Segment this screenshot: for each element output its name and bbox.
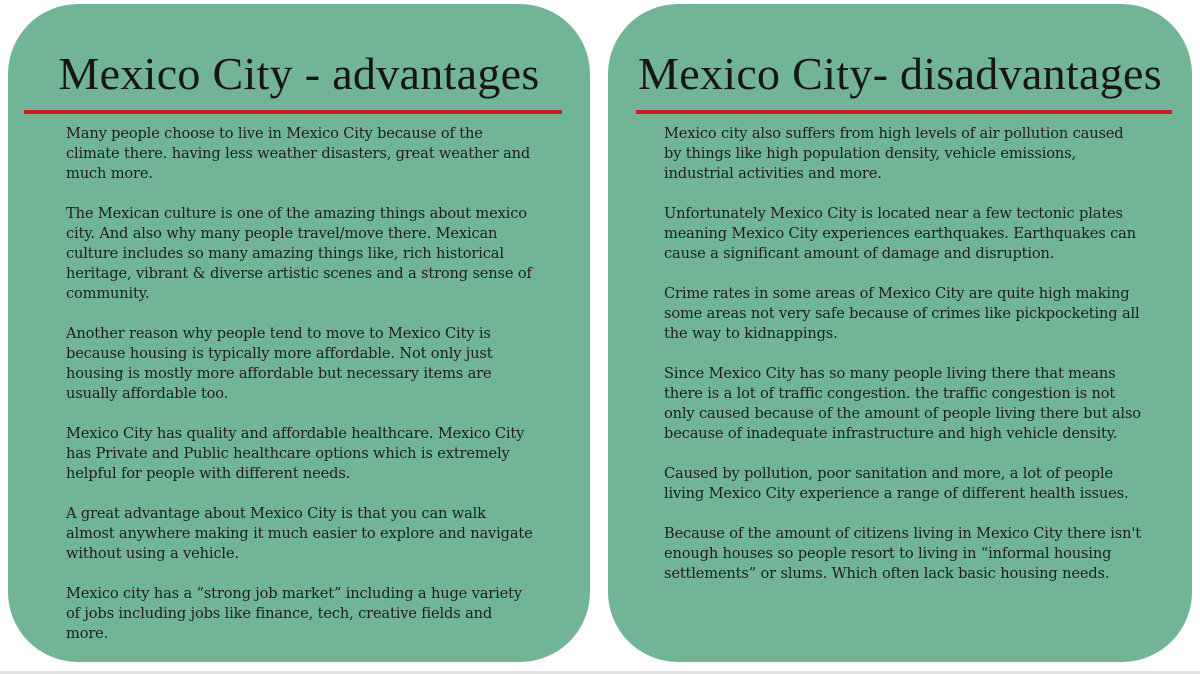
disadvantages-paragraph: Caused by pollution, poor sanitation and more, a lot of people living Mexico City experience a range of different health issues. [664,465,1129,502]
advantages-paragraph: Another reason why people tend to move to Mexico City is because housing is typically more affordable. Not only just housing is mostly more affordable but necessary items are usually affordable too. [66,325,493,402]
disadvantages-title: Mexico City- disadvantages [638,48,1162,99]
disadvantages-paragraph: Unfortunately Mexico City is located near a few tectonic plates meaning Mexico City experiences earthquakes. Earthquakes can cause a significant amount of damage and disruption. [664,205,1136,262]
advantages-paragraph: Many people choose to live in Mexico City because of the climate there. having less weather disasters, great weather and much more. [66,125,531,182]
advantages-panel [8,4,590,662]
disadvantages-paragraph: Crime rates in some areas of Mexico City are quite high making some areas not very safe because of crimes like pickpocketing all the way to kidnappings. [664,285,1140,342]
advantages-paragraph: A great advantage about Mexico City is that you can walk almost anywhere making it much easier to explore and navigate without using a vehicle. [66,505,533,562]
disadvantages-title-underline [636,110,1172,114]
disadvantages-paragraph: Mexico city also suffers from high levels of air pollution caused by things like high population density, vehicle emissions, industrial activities and more. [664,125,1124,182]
advantages-paragraph: Mexico City has quality and affordable healthcare. Mexico City has Private and Public healthcare options which is extremely helpful for people with different needs. [66,425,525,482]
disadvantages-panel [608,4,1192,662]
disadvantages-paragraph: Because of the amount of citizens living in Mexico City there isn't enough houses so people resort to living in “informal housing settlements” or slums. Which often lack basic housing needs. [664,525,1141,582]
advantages-title: Mexico City - advantages [58,48,540,99]
advantages-body [66,124,538,664]
advantages-paragraph: The Mexican culture is one of the amazing things about mexico city. And also why many people travel/move there. Mexican culture includes so many amazing things like, rich historical heritage, vibrant & diverse artistic scenes and a strong sense of community. [66,205,532,302]
advantages-paragraph: Mexico city has a “strong job market” including a huge variety of jobs including jobs like finance, tech, creative fields and more. [66,585,522,642]
disadvantages-body [664,124,1144,604]
advantages-title-underline [24,110,562,114]
disadvantages-paragraph: Since Mexico City has so many people living there that means there is a lot of traffic congestion. the traffic congestion is not only caused because of the amount of people living there but also because of inadequate infrastructure and high vehicle density. [664,365,1141,442]
